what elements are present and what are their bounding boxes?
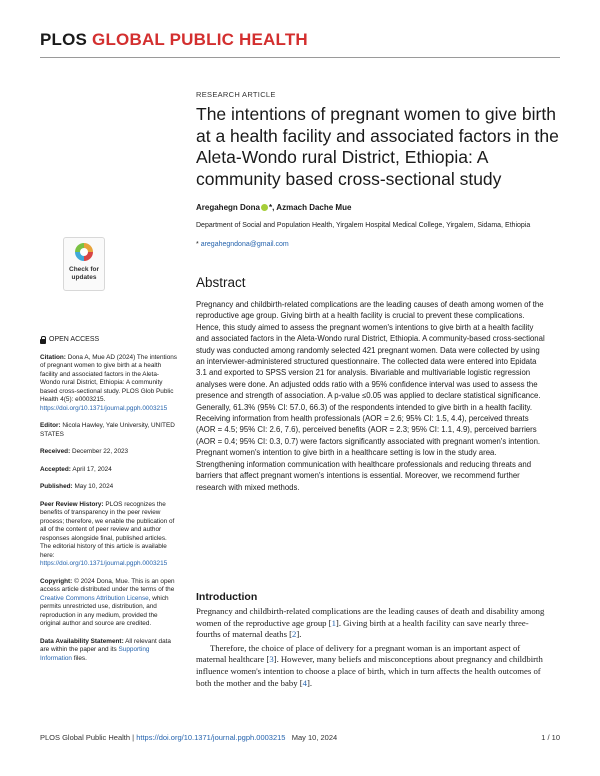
editor: Editor: Nicola Hawley, Yale University, UNITED STATES <box>40 422 175 438</box>
author-name[interactable]: Aregahegn Dona <box>196 203 261 212</box>
author-name[interactable]: Azmach Dache Mue <box>276 203 352 212</box>
article-info-sidebar <box>40 336 178 672</box>
reference-link[interactable]: 2 <box>292 629 297 640</box>
copyright: Copyright: © 2024 Dona, Mue. This is an open access article distributed under the terms of the Creative Commons Attribution License, which permits unrestricted use, distribution, and reproduction in any medium, provided the original author and source are credited. <box>40 577 175 627</box>
open-lock-icon <box>40 336 46 344</box>
paragraph: Pregnancy and childbirth-related complications are the leading causes of death and disability among women of the reproductive age group [1]. Giving birth at a health facility can save nearly three-fourths of maternal deaths [2]. <box>196 606 545 640</box>
author-separator: , <box>272 203 277 212</box>
affiliation: Department of Social and Population Health, Yirgalem Hospital Medical College, Yirgalem, Sidama, Ethiopia <box>196 222 531 229</box>
article-title: The intentions of pregnant women to give birth at a health facility and associated factors in the Aleta-Wondo rural District, Ethiopia: A community based cross-sectional study <box>196 104 559 189</box>
open-access-label: OPEN ACCESS <box>49 336 100 343</box>
check-updates-label: Check for updates <box>69 266 99 281</box>
article-type: RESEARCH ARTICLE <box>196 90 276 99</box>
peer-review-link[interactable]: https://doi.org/10.1371/journal.pgph.0003215 <box>40 560 168 567</box>
peer-review-history: Peer Review History: PLOS recognizes the benefits of transparency in the peer review process; therefore, we enable the publication of all of the content of peer review and author responses alongside final, published articles. The editorial history of this article is available here: https://doi.org/10.1371/journal.pgph.0003215 <box>40 500 175 567</box>
reference-link[interactable]: 1 <box>331 617 336 628</box>
author-list <box>196 203 351 212</box>
footer-date: May 10, 2024 <box>291 733 338 742</box>
abstract-text: Pregnancy and childbirth-related complications are the leading causes of death among women of the reproductive age group. Giving birth at a health facility is crucial to prevent these complications. Hence, this study aimed to assess the pregnant women's intentions to give birth at a health facility and associated factors in the Aleta-Wondo rural District, Ethiopia. A community-based cross-sectional study was conducted among randomly selected 421 pregnant women. Data were collected by using an interviewer-administered structured questionnaire. The collected data were entered into Epidata 3.1 and exported to SPSS version 21 for analysis. Bivariable and multivariable logistic regression analyses were done. An adjusted odds ratio with a 95% confidence interval was used to assess the presence and strength of association. A p-value ≤0.05 was applied to declare statistical significance. Generally, 61.3% (95% CI: 57.0, 66.3) of the respondents intended to give birth in a health facility. Receiving information from health professionals (AOR = 2.6; 95% CI: 1.5, 4.4), perceived threats (AOR = 4.5; 95% CI: 2.6, 7.6), perceived benefits (AOR = 2.3; 95% CI: 1.1, 4.9), perceived barriers (AOR = 0.4; 95% CI: 0.3, 0.7) were factors significantly associated with pregnant women's intention. Pregnant women's intention to give birth in a healthcare setting is low in the study area. Strengthening information communication with healthcare professionals and reducing threats and barriers that affect pregnant women's intentions is essential. Moreover, we recommend further research with mixed methods. <box>196 300 545 492</box>
paragraph: Therefore, the choice of place of delivery for a pregnant woman is an important aspect of maternal healthcare [3]. However, many beliefs and misconceptions about pregnancy and childbirth influence women's intention to choose a place of birth, which in turn affects the health outcomes of both the mother and the baby [4]. <box>196 642 543 688</box>
check-for-updates-button[interactable] <box>63 237 105 291</box>
crossmark-icon <box>75 243 93 261</box>
reference-link[interactable]: 3 <box>269 654 274 665</box>
journal-name: GLOBAL PUBLIC HEALTH <box>92 30 308 49</box>
received-date: Received: December 22, 2023 <box>40 448 129 455</box>
footer-journal: PLOS Global Public Health <box>40 733 131 742</box>
accepted-date: Accepted: April 17, 2024 <box>40 465 112 473</box>
introduction-heading: Introduction <box>196 591 258 603</box>
reference-link[interactable]: 4 <box>302 677 307 688</box>
published-date: Published: May 10, 2024 <box>40 483 114 490</box>
footer-doi-link[interactable]: https://doi.org/10.1371/journal.pgph.0003215 <box>136 733 286 742</box>
email-mark: * <box>196 241 199 248</box>
citation: Citation: Dona A, Mue AD (2024) The intentions of pregnant women to give birth at a health facility and associated factors in the Aleta-Wondo rural District, Ethiopia: A community based cross-sectional study. PLOS Glob Public Health 4(5): e0003215. https://doi.org/10.1371/journal.pgph.0003215 <box>40 353 178 412</box>
abstract-heading: Abstract <box>196 275 246 290</box>
supporting-info-link[interactable]: Supporting Information <box>40 646 150 662</box>
journal-header <box>40 30 308 50</box>
corresponding-mark: * <box>269 203 273 212</box>
page-footer: PLOS Global Public Health | https://doi.org/10.1371/journal.pgph.0003215 May 10, 2024 1 / 10 <box>40 733 560 742</box>
open-access-badge <box>40 336 178 345</box>
publisher-name: PLOS <box>40 30 88 49</box>
orcid-icon[interactable] <box>261 204 268 211</box>
header-divider <box>40 57 560 58</box>
citation-doi-link[interactable]: https://doi.org/10.1371/journal.pgph.0003215 <box>40 404 168 412</box>
corresponding-email <box>196 241 289 248</box>
page-number: 1 / 10 <box>541 733 560 742</box>
introduction-text <box>196 606 547 689</box>
license-link[interactable]: Creative Commons Attribution License <box>40 594 149 602</box>
data-availability: Data Availability Statement: All relevant data are within the paper and its Supporting Information files. <box>40 637 171 662</box>
email-link[interactable]: aregahegndona@gmail.com <box>200 241 289 248</box>
